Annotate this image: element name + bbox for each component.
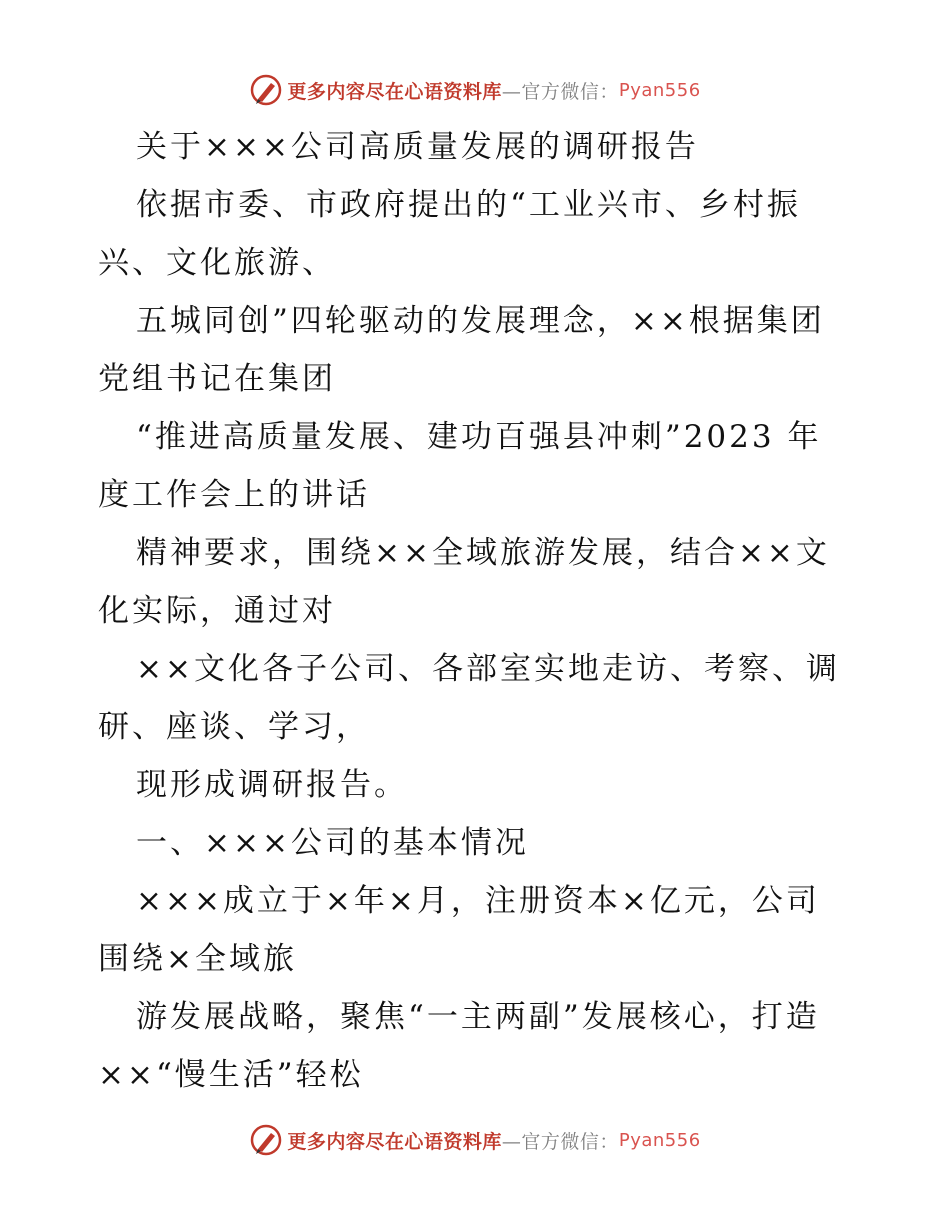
- text-line: 现形成调研报告。: [136, 767, 408, 803]
- watermark-wechat-id: Pyan556: [618, 79, 701, 101]
- text-line: 化实际，通过对: [98, 593, 336, 629]
- text-line: 兴、文化旅游、: [98, 245, 336, 281]
- watermark-wechat-label: —官方微信：: [501, 1130, 619, 1153]
- text-line: 党组书记在集团: [98, 361, 336, 397]
- text-line: 关于×××公司高质量发展的调研报告: [136, 129, 699, 165]
- text-line: 研、座谈、学习，: [98, 709, 370, 745]
- watermark-wechat-label: —官方微信：: [501, 80, 619, 103]
- watermark-text: 更多内容尽在心语资料库: [287, 1130, 502, 1153]
- watermark-banner-bottom: [0, 1120, 950, 1160]
- text-line: 围绕×全域旅: [98, 941, 297, 977]
- watermark-wechat-id: Pyan556: [618, 1129, 701, 1151]
- pen-logo-icon: [249, 1123, 283, 1157]
- pen-logo-icon: [249, 73, 283, 107]
- text-line: 一、×××公司的基本情况: [136, 825, 529, 861]
- text-line: 精神要求，围绕××全域旅游发展，结合××文: [136, 535, 830, 571]
- text-line: 度工作会上的讲话: [98, 477, 370, 513]
- watermark-banner-top: [0, 70, 950, 110]
- document-body: [98, 118, 858, 1104]
- text-line: ××“慢生活”轻松: [98, 1057, 364, 1093]
- text-line: ××文化各子公司、各部室实地走访、考察、调: [136, 651, 840, 687]
- text-line: ×××成立于×年×月，注册资本×亿元，公司: [136, 883, 820, 919]
- text-line: 游发展战略，聚焦“一主两副”发展核心，打造: [136, 999, 820, 1035]
- text-line: “推进高质量发展、建功百强县冲刺”2023 年: [136, 419, 822, 455]
- text-line: 五城同创”四轮驱动的发展理念，××根据集团: [136, 303, 825, 339]
- text-line: 依据市委、市政府提出的“工业兴市、乡村振: [136, 187, 801, 223]
- watermark-text: 更多内容尽在心语资料库: [287, 80, 502, 103]
